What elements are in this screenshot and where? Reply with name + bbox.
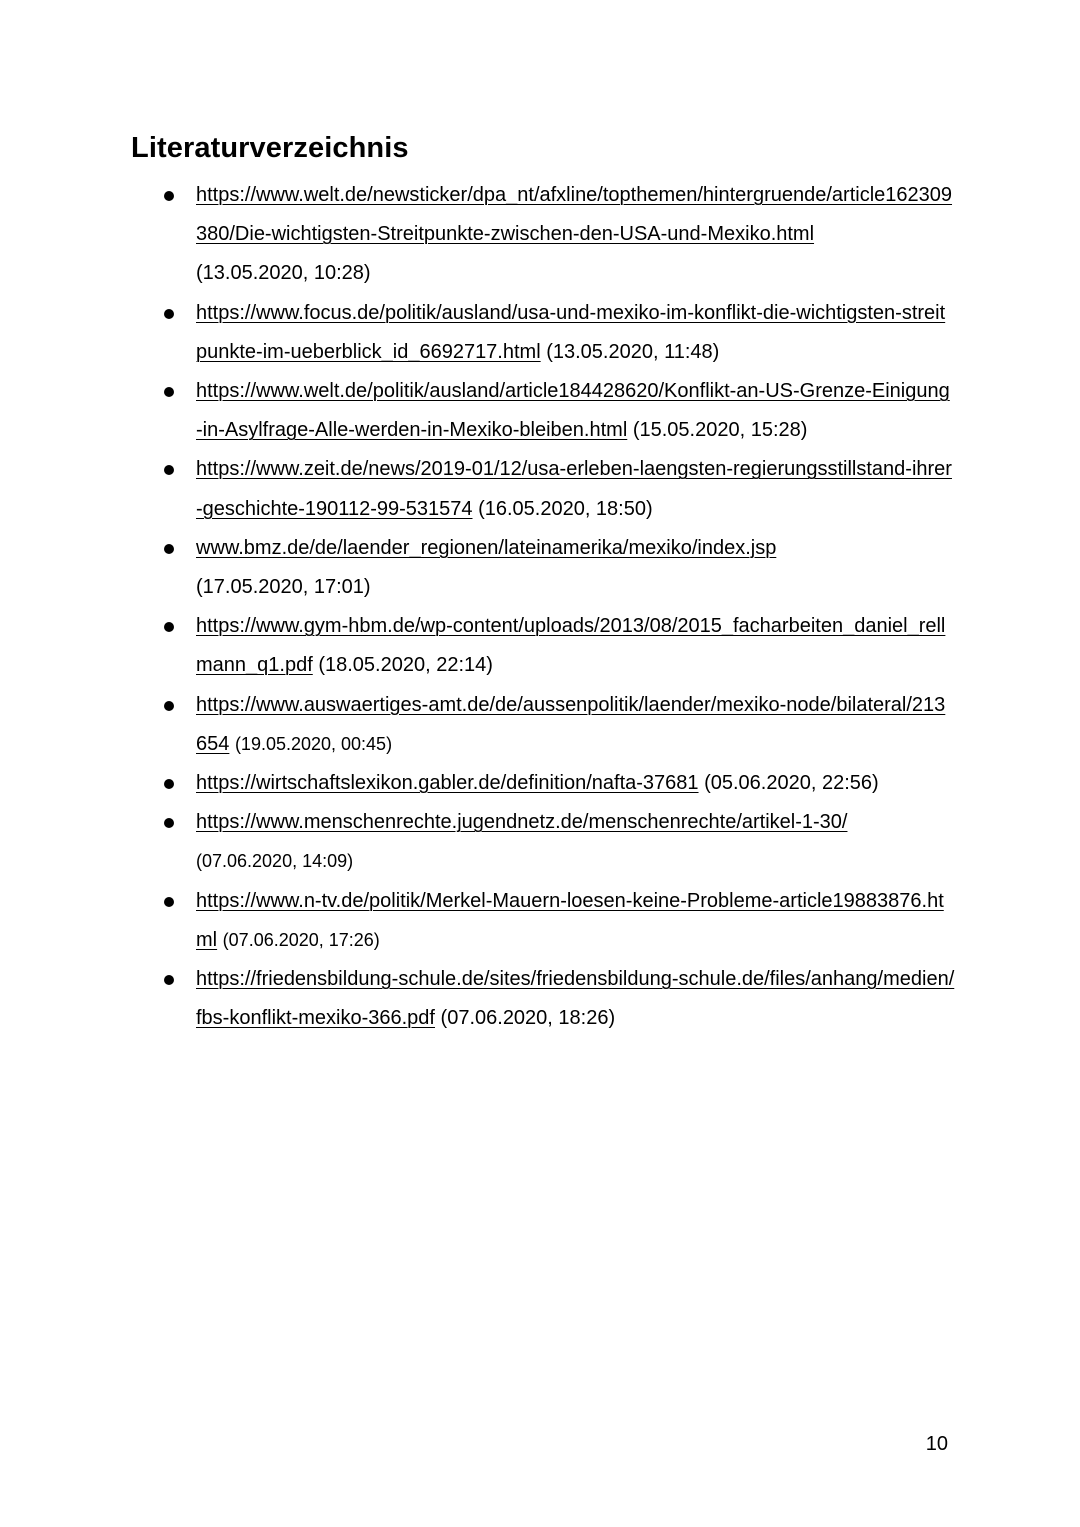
bullet-icon [164, 191, 174, 201]
list-item [0, 764, 956, 803]
reference-link[interactable]: https://www.gym-hbm.de/wp-content/uploads/2013/08/2015_facharbeiten_daniel_rellmann_q1.pdf [196, 615, 946, 677]
reference-link[interactable]: https://www.welt.de/politik/ausland/article184428620/Konflikt-an-US-Grenze-Einigung-in-Asylfrage-Alle-werden-in-Mexiko-bleiben.html [196, 380, 950, 442]
bullet-icon [164, 465, 174, 475]
list-item [0, 529, 956, 607]
access-date: (15.05.2020, 15:28) [632, 419, 808, 442]
reference-link[interactable]: https://www.focus.de/politik/ausland/usa-und-mexiko-im-konflikt-die-wichtigsten-streitpunkte-im-ueberblick_id_6692717.html [196, 301, 946, 363]
bullet-icon [164, 387, 174, 397]
access-date: (07.06.2020, 18:26) [440, 1007, 616, 1030]
bullet-icon [164, 818, 174, 828]
reference-link[interactable]: https://friedensbildung-schule.de/sites/friedensbildung-schule.de/files/anhang/medien/fbs-konflikt-mexiko-366.pdf [196, 968, 955, 1030]
access-date: (18.05.2020, 22:14) [318, 654, 493, 677]
reference-link[interactable]: https://www.n-tv.de/politik/Merkel-Mauern-loesen-keine-Probleme-article19883876.html [196, 889, 944, 951]
list-item [0, 176, 956, 294]
reference-link[interactable]: https://www.menschenrechte.jugendnetz.de/menschenrechte/artikel-1-30/ [196, 811, 848, 834]
reference-link[interactable]: https://wirtschaftslexikon.gabler.de/definition/nafta-37681 [196, 772, 699, 795]
access-date: (17.05.2020, 17:01) [196, 576, 371, 599]
reference-link[interactable]: https://www.auswaertiges-amt.de/de/aussenpolitik/laender/mexiko-node/bilateral/213654 [196, 693, 946, 755]
reference-link[interactable]: https://www.welt.de/newsticker/dpa_nt/afxline/topthemen/hintergruende/article162309380/Die-wichtigsten-Streitpunkte-zwischen-den-USA-und-Mexiko.html [196, 184, 953, 246]
reference-link[interactable]: https://www.zeit.de/news/2019-01/12/usa-erleben-laengsten-regierungsstillstand-ihrer-geschichte-190112-99-531574 [196, 458, 952, 520]
access-date: (13.05.2020, 10:28) [196, 262, 371, 285]
access-date: (05.06.2020, 22:56) [704, 772, 879, 795]
bullet-icon [164, 897, 174, 907]
list-item [0, 803, 956, 881]
list-item [0, 450, 956, 528]
access-date: (07.06.2020, 17:26) [222, 929, 380, 950]
list-item [0, 294, 956, 372]
bullet-icon [164, 701, 174, 711]
list-item [0, 882, 956, 960]
page-number: 10 [925, 1433, 948, 1455]
list-item [0, 686, 956, 764]
bullet-icon [164, 975, 174, 985]
bullet-icon [164, 622, 174, 632]
reference-link[interactable]: www.bmz.de/de/laender_regionen/lateinamerika/mexiko/index.jsp [196, 536, 777, 559]
access-date: (13.05.2020, 11:48) [546, 340, 720, 363]
reference-list [0, 176, 1080, 1038]
access-date: (07.06.2020, 14:09) [196, 851, 354, 872]
page-title: Literaturverzeichnis [131, 132, 409, 164]
bullet-icon [164, 309, 174, 319]
access-date: (16.05.2020, 18:50) [478, 497, 653, 520]
bullet-icon [164, 544, 174, 554]
access-date: (19.05.2020, 00:45) [234, 733, 393, 754]
bullet-icon [164, 779, 174, 789]
list-item [0, 372, 956, 450]
list-item [0, 960, 956, 1038]
list-item [0, 607, 956, 685]
